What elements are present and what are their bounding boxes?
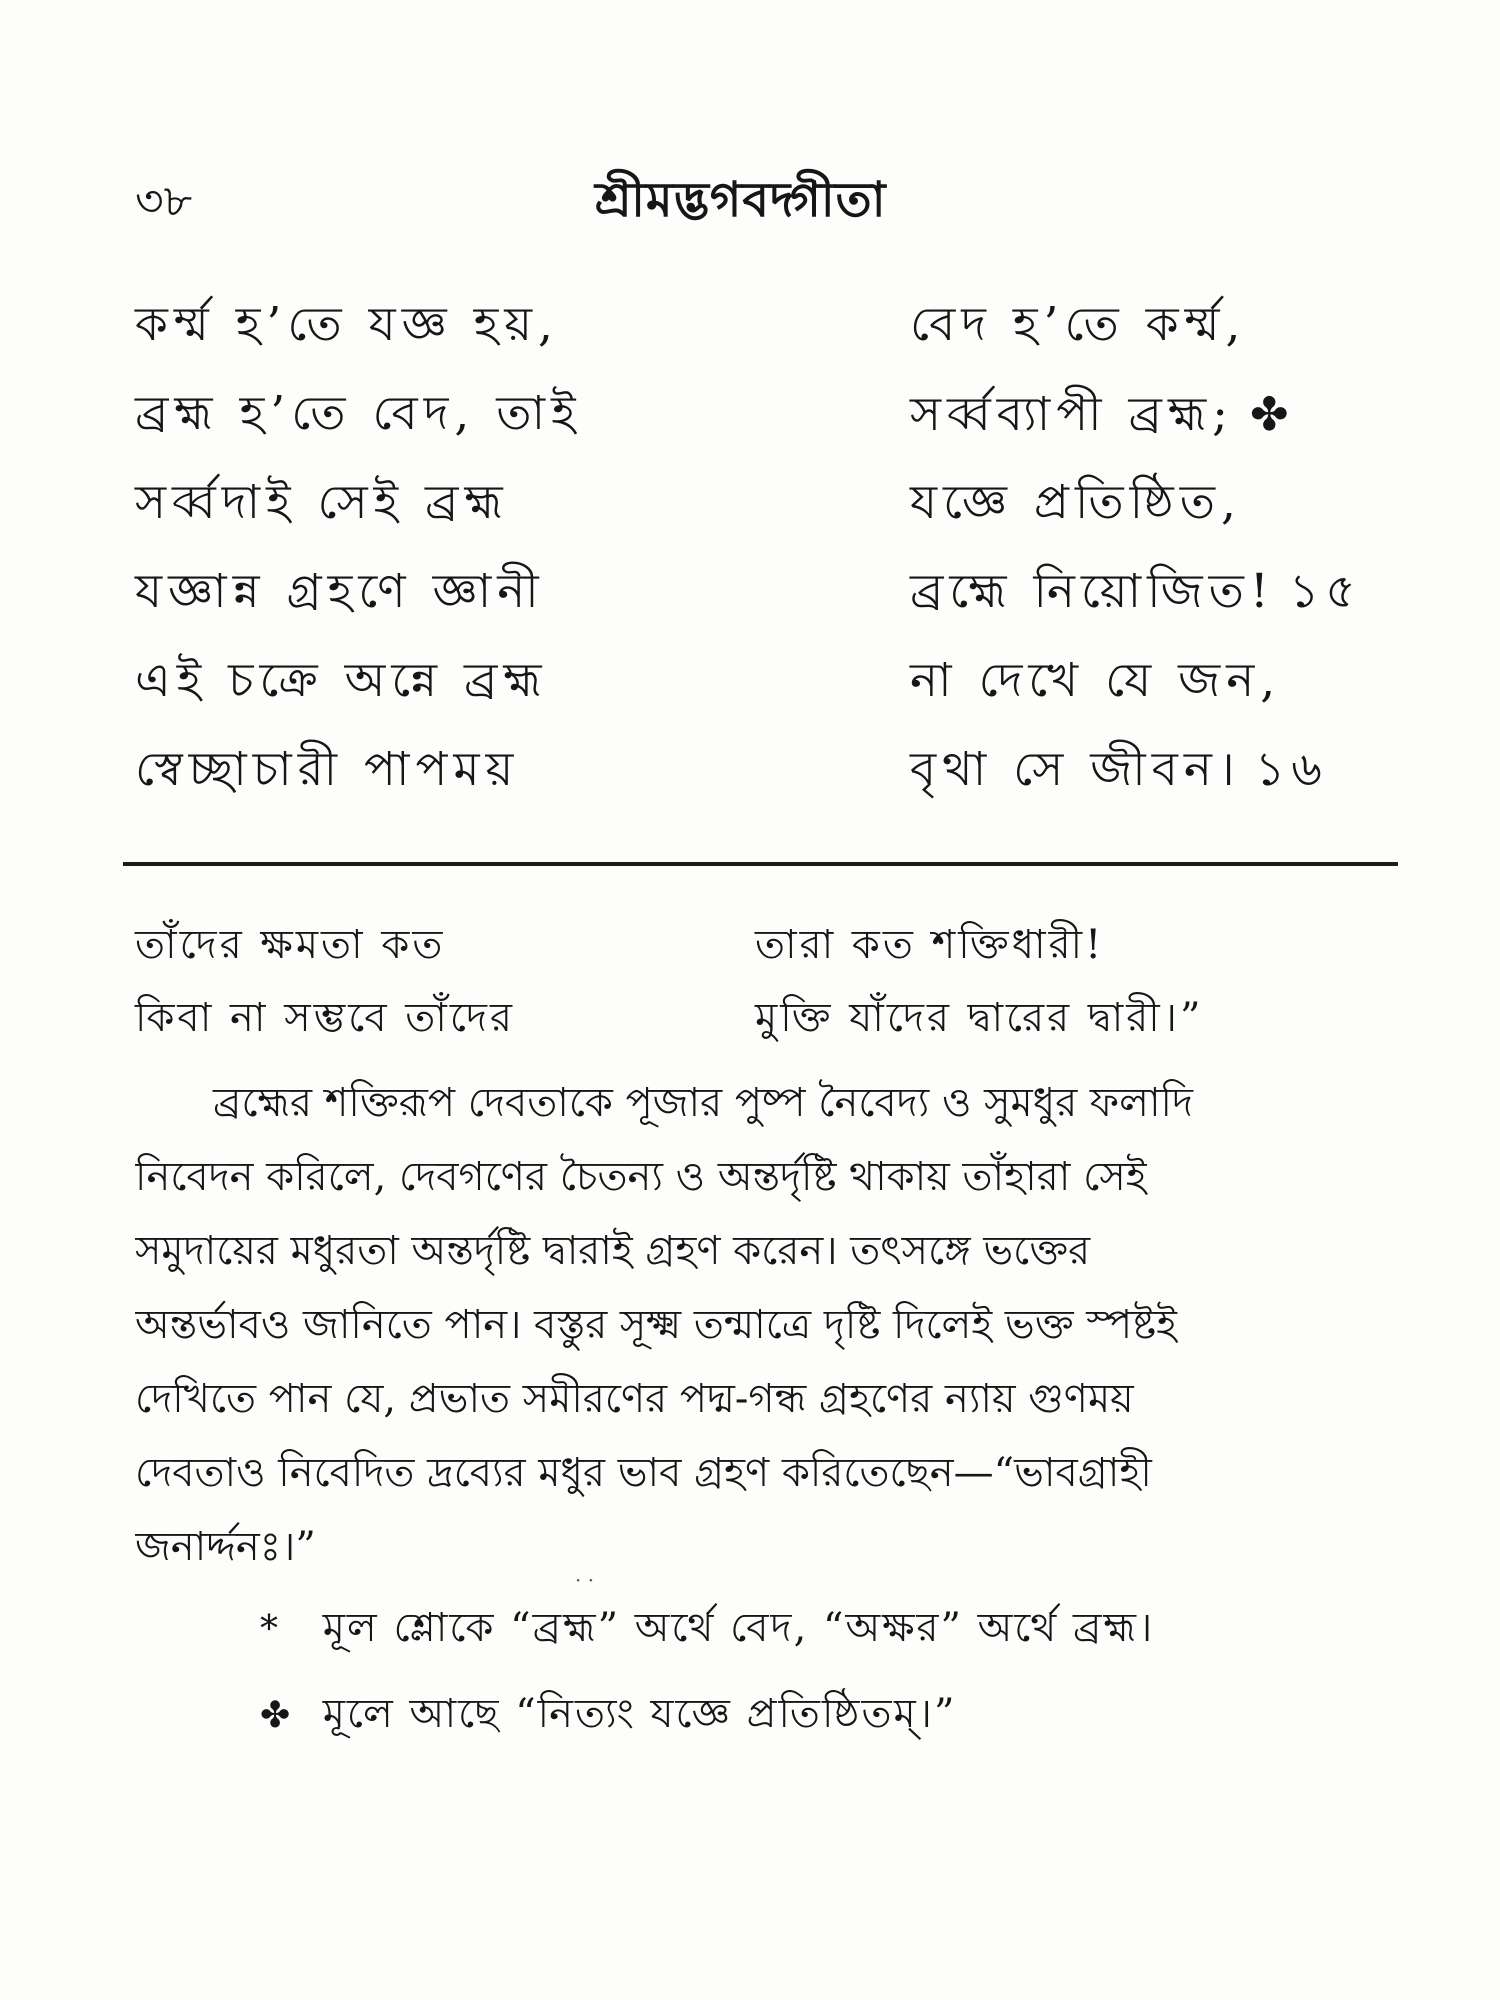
verse-line <box>135 651 1385 740</box>
paragraph-line: অন্তর্ভাবও জানিতে পান। বস্তুর সূক্ষ্ম তন্মাত্রে দৃষ্টি দিলেই ভক্ত স্পষ্টই <box>135 1302 1177 1348</box>
verse-left-half: কর্ম্ম হ’তে যজ্ঞ হয়, <box>135 297 559 352</box>
paragraph-line: ব্রহ্মের শক্তিরূপ দেবতাকে পূজার পুষ্প নৈবেদ্য ও সুমধুর ফলাদি <box>213 1080 1194 1126</box>
verse-line <box>135 562 1385 651</box>
commentary-paragraph <box>135 1075 1385 1593</box>
verse-block <box>135 295 1385 829</box>
quote-right-half: মুক্তি যাঁদের দ্বারের দ্বারী।” <box>755 995 1204 1041</box>
quote-line <box>135 918 1385 991</box>
footnote-text: মূল শ্লোকে “ব্রহ্ম” অর্থে বেদ, “অক্ষর” অর্থে ব্রহ্ম। <box>322 1605 1155 1651</box>
quote-left-half: তাঁদের ক্ষমতা কত <box>135 922 446 968</box>
verse-right-half: বৃথা সে জীবন। ১৬ <box>910 742 1328 797</box>
quoted-verse-block <box>135 918 1385 1064</box>
footnote <box>260 1686 1360 1772</box>
footnote-reference-mark: ✤ <box>1249 387 1295 441</box>
footnote <box>260 1600 1360 1686</box>
page-number: ৩৮ <box>135 176 193 227</box>
verse-line <box>135 295 1385 384</box>
verse-left-half: এই চক্রে অন্নে ব্রহ্ম <box>135 653 548 708</box>
print-speck: · · <box>575 1568 595 1592</box>
paragraph-line: সমুদায়ের মধুরতা অন্তর্দৃষ্টি দ্বারাই গ্রহণ করেন। তৎসঙ্গে ভক্তের <box>135 1228 1091 1274</box>
paragraph-line: জনার্দ্দনঃ।” <box>135 1524 316 1570</box>
verse-right-half: না দেখে যে জন, <box>910 653 1282 708</box>
verse-right-half: বেদ হ’তে কর্ম্ম, <box>910 297 1247 352</box>
verse-number: ১৫ <box>1288 564 1362 619</box>
footnotes <box>260 1600 1360 1772</box>
verse-line <box>135 473 1385 562</box>
paragraph-line: নিবেদন করিলে, দেবগণের চৈতন্য ও অন্তর্দৃষ্টি থাকায় তাঁহারা সেই <box>135 1154 1147 1200</box>
horizontal-divider <box>123 862 1398 866</box>
verse-right-half: যজ্ঞে প্রতিষ্ঠিত, <box>910 475 1242 530</box>
verse-line <box>135 384 1385 473</box>
paragraph-line: দেবতাও নিবেদিত দ্রব্যের মধুর ভাব গ্রহণ করিতেছেন—“ভাবগ্রাহী <box>135 1450 1152 1496</box>
verse-left-half: সর্ব্বদাই সেই ব্রহ্ম <box>135 475 509 530</box>
verse-line <box>135 740 1385 829</box>
running-title: শ্রীমদ্ভগবদ্গীতা <box>595 172 887 228</box>
verse-left-half: যজ্ঞান্ন গ্রহণে জ্ঞানী <box>135 564 545 619</box>
quote-left-half: কিবা না সম্ভবে তাঁদের <box>135 995 515 1041</box>
paragraph-line: দেখিতে পান যে, প্রভাত সমীরণের পদ্ম-গন্ধ গ্রহণের ন্যায় গুণময় <box>135 1376 1134 1422</box>
footnote-text: মূলে আছে “নিত্যং যজ্ঞে প্রতিষ্ঠিতম্।” <box>322 1691 957 1737</box>
four-petal-mark-icon: ✤ <box>260 1695 291 1736</box>
verse-number: ১৬ <box>1254 742 1328 797</box>
asterisk-icon: * <box>260 1609 278 1650</box>
quote-line <box>135 991 1385 1064</box>
verse-left-half: স্বেচ্ছাচারী পাপময় <box>135 742 520 797</box>
verse-right-half: সর্ব্বব্যাপী ব্রহ্ম; ✤ <box>910 387 1295 442</box>
verse-left-half: ব্রহ্ম হ’তে বেদ, তাই <box>135 386 582 441</box>
verse-right-half: ব্রহ্মে নিয়োজিত! ১৫ <box>910 564 1362 619</box>
quote-right-half: তারা কত শক্তিধারী! <box>755 922 1105 968</box>
